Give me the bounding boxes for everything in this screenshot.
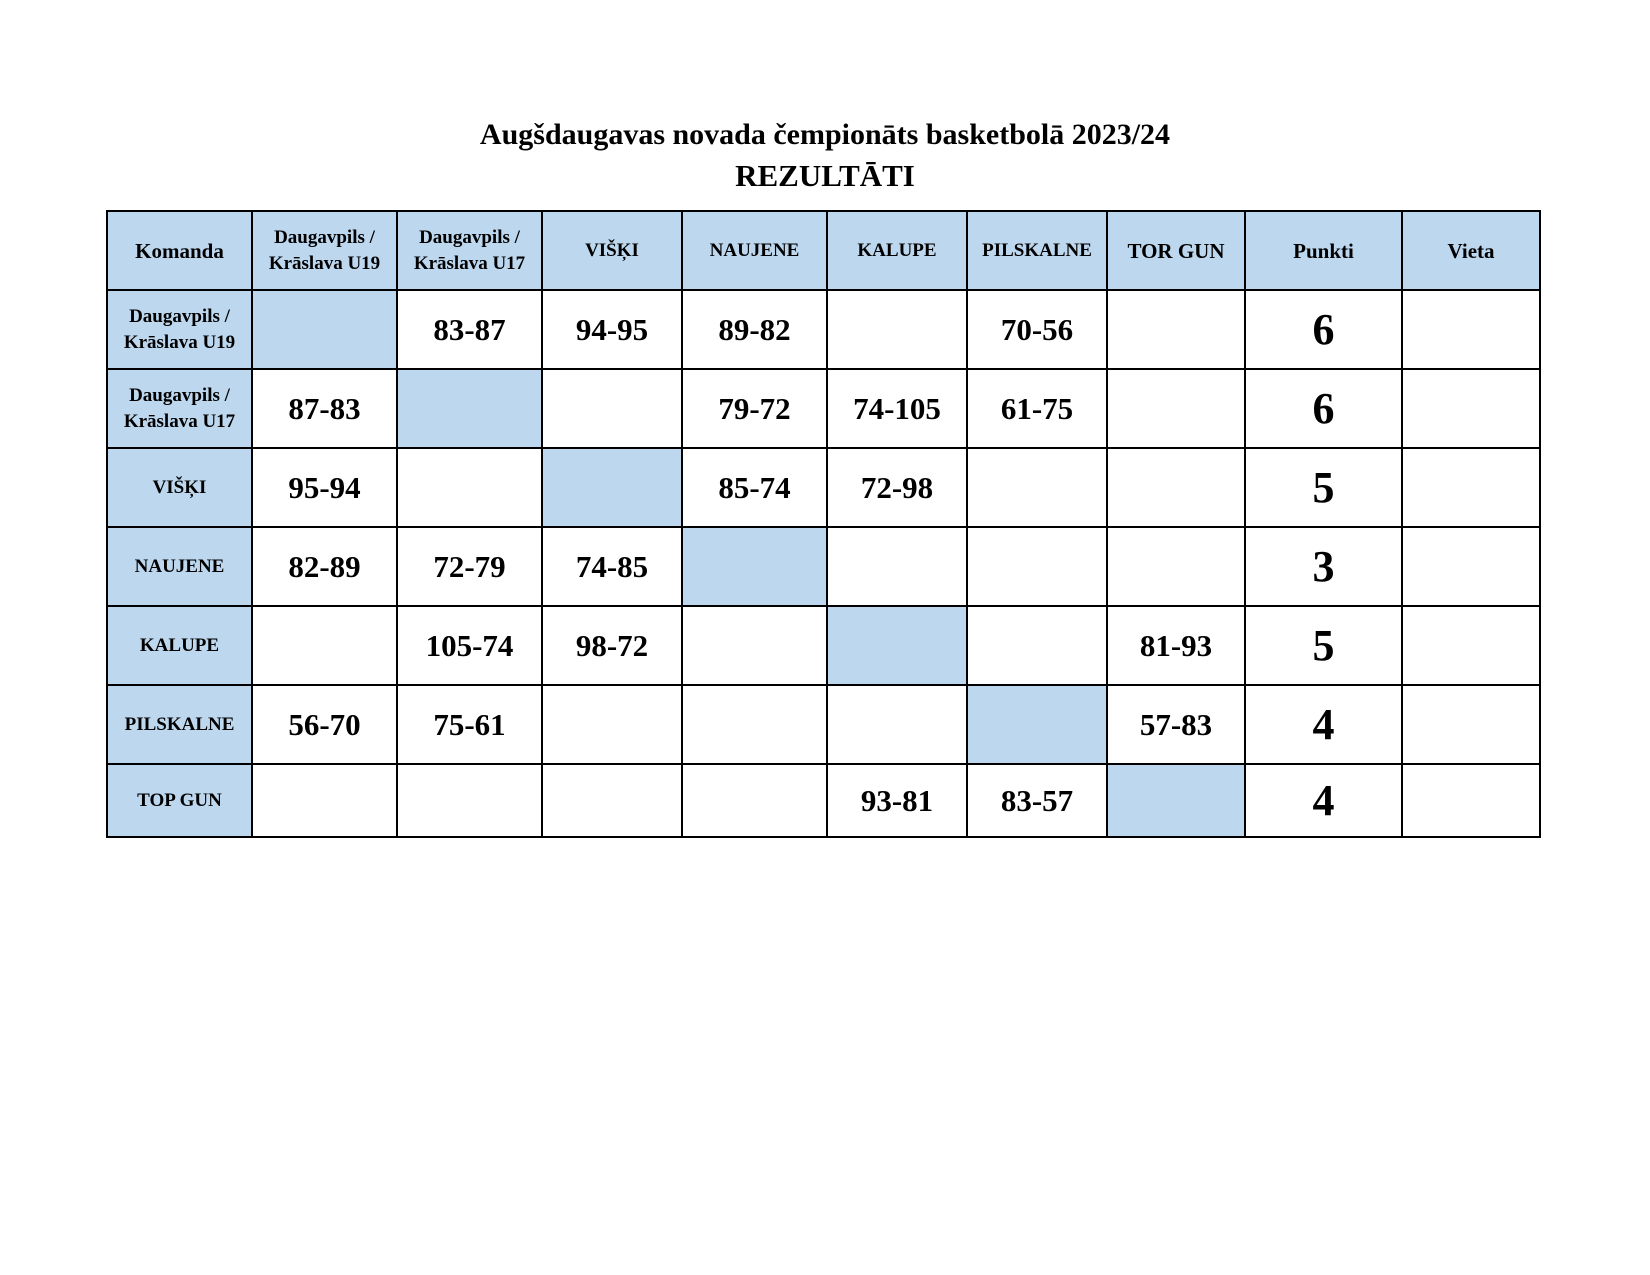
score-cell: 94-95 xyxy=(542,290,682,369)
header-col-3: VIŠĶI xyxy=(542,211,682,290)
points-cell: 3 xyxy=(1245,527,1402,606)
header-row xyxy=(107,211,1540,290)
score-cell: 93-81 xyxy=(827,764,967,837)
score-cell xyxy=(397,448,542,527)
score-cell xyxy=(967,448,1107,527)
place-cell xyxy=(1402,448,1540,527)
team-name-cell xyxy=(107,448,252,527)
header-col-4: NAUJENE xyxy=(682,211,827,290)
table-row xyxy=(107,448,1540,527)
team-name-part: Daugavpils / xyxy=(129,384,230,406)
team-name-cell xyxy=(107,764,252,837)
points-cell: 6 xyxy=(1245,290,1402,369)
score-cell xyxy=(542,764,682,837)
header-col-6: PILSKALNE xyxy=(967,211,1107,290)
score-cell: 57-83 xyxy=(1107,685,1245,764)
page-subtitle: REZULTĀTI xyxy=(735,158,915,193)
score-cell: 95-94 xyxy=(252,448,397,527)
header-col-7: TOR GUN xyxy=(1107,211,1245,290)
team-name-cell xyxy=(107,369,252,448)
score-cell: 85-74 xyxy=(682,448,827,527)
team-name-cell xyxy=(107,527,252,606)
diagonal-cell xyxy=(682,527,827,606)
score-cell: 87-83 xyxy=(252,369,397,448)
place-cell xyxy=(1402,606,1540,685)
points-cell: 5 xyxy=(1245,606,1402,685)
score-cell: 89-82 xyxy=(682,290,827,369)
score-cell xyxy=(1107,527,1245,606)
score-cell xyxy=(827,685,967,764)
header-col-1: Daugavpils / Krāslava U19 xyxy=(252,211,397,290)
diagonal-cell xyxy=(397,369,542,448)
score-cell xyxy=(1107,448,1245,527)
points-cell: 4 xyxy=(1245,764,1402,837)
results-table xyxy=(106,210,1541,838)
score-cell xyxy=(1107,290,1245,369)
team-name-part: PILSKALNE xyxy=(124,713,235,735)
score-cell: 83-87 xyxy=(397,290,542,369)
score-cell: 74-105 xyxy=(827,369,967,448)
diagonal-cell xyxy=(967,685,1107,764)
table-row xyxy=(107,527,1540,606)
place-cell xyxy=(1402,527,1540,606)
diagonal-cell xyxy=(542,448,682,527)
score-cell: 56-70 xyxy=(252,685,397,764)
score-cell xyxy=(682,606,827,685)
team-name-cell xyxy=(107,290,252,369)
score-cell: 83-57 xyxy=(967,764,1107,837)
score-cell xyxy=(967,527,1107,606)
team-name-part: VIŠĶI xyxy=(152,476,207,498)
score-cell: 82-89 xyxy=(252,527,397,606)
place-cell xyxy=(1402,764,1540,837)
header-team: Komanda xyxy=(107,211,252,290)
points-cell: 4 xyxy=(1245,685,1402,764)
team-name-part: NAUJENE xyxy=(134,555,225,577)
team-name-part: Krāslava U19 xyxy=(123,331,236,353)
score-cell xyxy=(252,764,397,837)
score-cell xyxy=(1107,369,1245,448)
points-cell: 5 xyxy=(1245,448,1402,527)
score-cell xyxy=(252,606,397,685)
team-name-part: KALUPE xyxy=(139,634,220,656)
table-row xyxy=(107,606,1540,685)
table-row xyxy=(107,290,1540,369)
header-col-5: KALUPE xyxy=(827,211,967,290)
score-cell: 81-93 xyxy=(1107,606,1245,685)
score-cell: 79-72 xyxy=(682,369,827,448)
points-cell: 6 xyxy=(1245,369,1402,448)
score-cell xyxy=(967,606,1107,685)
team-name-part: TOP GUN xyxy=(137,789,222,811)
team-name-part: Krāslava U17 xyxy=(123,410,236,432)
table-row xyxy=(107,369,1540,448)
place-cell xyxy=(1402,685,1540,764)
table-row xyxy=(107,764,1540,837)
team-name-cell xyxy=(107,685,252,764)
place-cell xyxy=(1402,290,1540,369)
score-cell: 70-56 xyxy=(967,290,1107,369)
score-cell xyxy=(682,685,827,764)
team-name-part: Daugavpils / xyxy=(129,305,230,327)
score-cell: 61-75 xyxy=(967,369,1107,448)
score-cell xyxy=(542,369,682,448)
score-cell: 98-72 xyxy=(542,606,682,685)
score-cell xyxy=(827,290,967,369)
header-points: Punkti xyxy=(1245,211,1402,290)
score-cell xyxy=(682,764,827,837)
diagonal-cell xyxy=(827,606,967,685)
score-cell: 74-85 xyxy=(542,527,682,606)
diagonal-cell xyxy=(252,290,397,369)
place-cell xyxy=(1402,369,1540,448)
diagonal-cell xyxy=(1107,764,1245,837)
score-cell: 72-98 xyxy=(827,448,967,527)
score-cell xyxy=(397,764,542,837)
score-cell xyxy=(827,527,967,606)
team-name-cell xyxy=(107,606,252,685)
table-row xyxy=(107,685,1540,764)
score-cell: 75-61 xyxy=(397,685,542,764)
score-cell: 105-74 xyxy=(397,606,542,685)
score-cell: 72-79 xyxy=(397,527,542,606)
page-title: Augšdaugavas novada čempionāts basketbolā 2023/24 xyxy=(479,118,1171,151)
header-place: Vieta xyxy=(1402,211,1540,290)
header-col-2: Daugavpils / Krāslava U17 xyxy=(397,211,542,290)
score-cell xyxy=(542,685,682,764)
